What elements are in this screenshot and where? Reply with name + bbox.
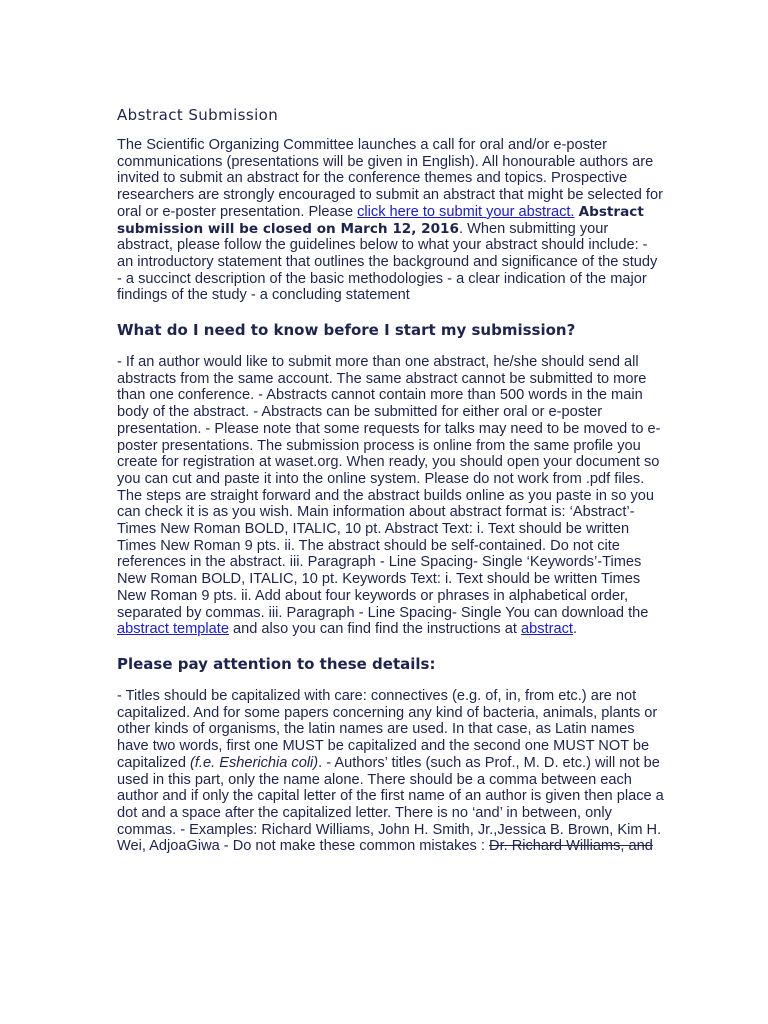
section-title-abstract-submission: Abstract Submission: [117, 106, 279, 124]
strikethrough-example: Dr. Richard Williams, and: [489, 838, 653, 855]
abstract-instructions-link[interactable]: abstract: [521, 621, 573, 638]
paragraph-text: . - Authors’ titles (such as Prof., M. D. etc.) will not be used in this part, only the name alone. There should be a comma between each author and if only the capital letter of the first name of an author is given then place a dot and a space after the capitalized letter. There is no ‘and’ in between, only commas. - Examples: Richard Williams, John H. Smith, Jr.,Jessica B. Brown, Kim H. Wei, AdjoaGiwa - Do not make these common mistakes :: [117, 754, 664, 855]
paragraph-text: - If an author would like to submit more than one abstract, he/she should send all abstracts from the same account. The same abstract cannot be submitted to more than one conference. - Abstracts cannot contain more than 500 words in the main body of the abstract. - Abstracts can be submitted for either oral or e-poster presentation. - Please note that some requests for talks may need to be moved to e-poster presentations. The submission process is online from the same profile you create for registration at waset.org. When ready, you should open your document so you can cut and paste it into the online system. Please do not work from .pdf files. The steps are straight forward and the abstract builds online as you paste in so you can check it is as you wish. Main information about abstract format is: ‘Abstract’-Times New Roman BOLD, ITALIC, 10 pt. Abstract Text: i. Text should be written Times New Roman 9 pts. ii. The abstract should be self-contained. Do not cite references in the abstract. iii. Paragraph - Line Spacing- Single ‘Keywords’-Times New Roman BOLD, ITALIC, 10 pt. Keywords Text: i. Text should be written Times New Roman 9 pts. ii. Add about four keywords or phrases in alphabetical order, separated by commas. iii. Paragraph - Line Spacing- Single You can download the: [117, 354, 661, 621]
section-title-details: Please pay attention to these details:: [117, 654, 436, 673]
document-body: [117, 100, 665, 855]
details-paragraph: [117, 688, 665, 855]
paragraph-text: . When submitting your abstract, please follow the guidelines below to what your abstract should include: - an introductory statement that outlines the background and significance of the study - a succinct description of the basic methodologies - a clear indication of the major findings of the study - a concluding statement: [117, 220, 658, 304]
abstract-template-link[interactable]: abstract template: [117, 621, 229, 638]
deadline-text: Abstract submission will be closed on March 12, 2016: [117, 203, 644, 237]
before-submission-paragraph: [117, 354, 665, 638]
paragraph-text: .: [572, 621, 577, 638]
latin-name-example: (f.e. Esherichia coli): [190, 754, 319, 771]
paragraph-text: - Titles should be capitalized with care: connectives (e.g. of, in, from etc.) are not capitalized. And for some papers concerning any kind of bacteria, animals, plants or other kinds of organisms, the latin names are used. In that case, as Latin names have two words, first one MUST be capitalized and the second one MUST NOT be capitalized: [117, 687, 658, 771]
submit-abstract-link[interactable]: click here to submit your abstract.: [357, 203, 575, 220]
section-title-before-submission: What do I need to know before I start my submission?: [117, 321, 576, 340]
paragraph-text: The Scientific Organizing Committee launches a call for oral and/or e-poster communications (presentations will be given in English). All honourable authors are invited to submit an abstract for the conference themes and topics. Prospective researchers are strongly encouraged to submit an abstract that might be selected for oral or e-poster presentation. Please: [117, 137, 663, 220]
paragraph-text: and also you can find find the instructions at: [228, 621, 522, 638]
abstract-submission-paragraph: [117, 137, 665, 304]
